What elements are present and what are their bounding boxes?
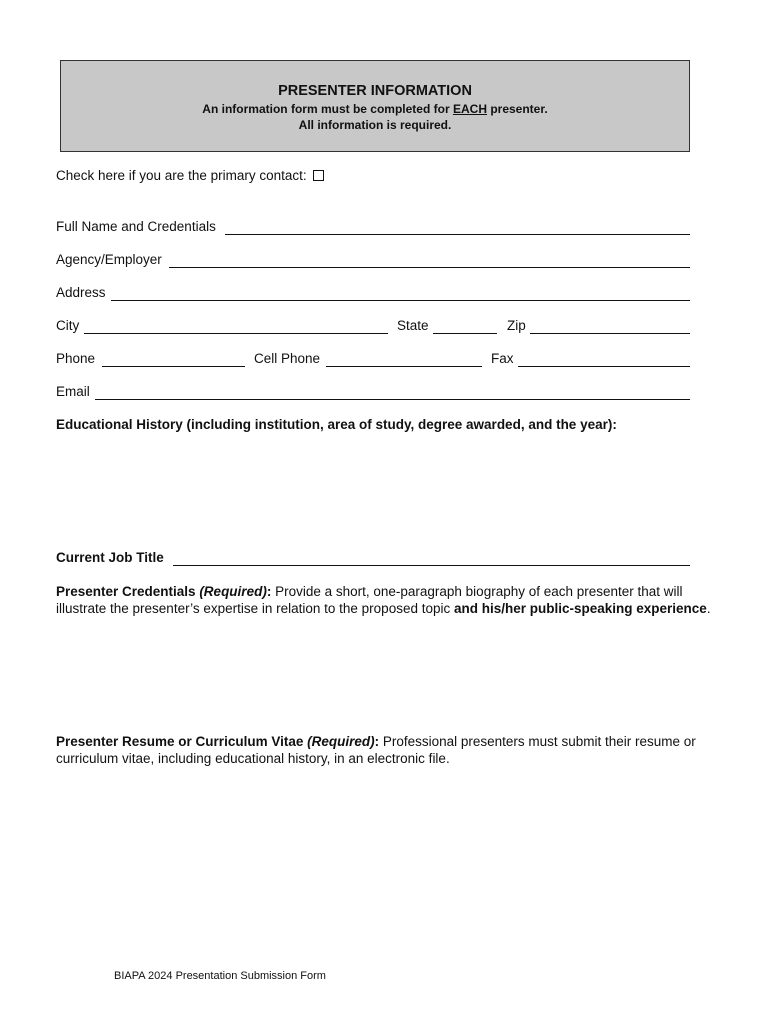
resume-paragraph	[56, 733, 736, 767]
resume-label: Presenter Resume or Curriculum Vitae	[56, 734, 308, 749]
credentials-bold-tail: and his/her public-speaking experience	[453, 601, 707, 616]
fax-field[interactable]	[518, 366, 690, 367]
full-name-field[interactable]	[225, 234, 690, 235]
primary-contact-checkbox[interactable]	[313, 170, 324, 181]
credentials-label: Presenter Credentials	[56, 584, 200, 599]
address-label: Address	[56, 285, 106, 300]
credentials-colon: :	[266, 584, 272, 599]
phone-field[interactable]	[102, 366, 245, 367]
address-field[interactable]	[111, 300, 690, 301]
education-answer-area[interactable]	[56, 440, 736, 540]
full-name-label: Full Name and Credentials	[56, 219, 216, 234]
credentials-end: .	[706, 601, 711, 616]
education-label: Educational History (including institution, area of study, degree awarded, and the year):	[56, 417, 617, 432]
job-title-label: Current Job Title	[56, 550, 164, 565]
resume-required: (Required)	[307, 734, 375, 749]
fax-label: Fax	[491, 351, 514, 366]
credentials-text: Provide a short, one-paragraph biography of each presenter that will illustrate the presenter’s expertise in relation to the proposed topic	[56, 584, 683, 616]
email-label: Email	[56, 384, 90, 399]
header-box	[60, 60, 690, 152]
zip-field[interactable]	[530, 333, 690, 334]
city-label: City	[56, 318, 80, 333]
header-instruction-emphasis: EACH	[452, 102, 487, 116]
primary-contact-label: Check here if you are the primary contact:	[56, 168, 307, 183]
zip-label: Zip	[507, 318, 526, 333]
header-instruction	[61, 102, 689, 116]
footer-text: BIAPA 2024 Presentation Submission Form	[114, 970, 326, 982]
resume-text: Professional presenters must submit their resume or curriculum vitae, including educational history, in an electronic file.	[56, 734, 696, 766]
state-field[interactable]	[433, 333, 497, 334]
form-title: PRESENTER INFORMATION	[278, 83, 472, 99]
agency-field[interactable]	[169, 267, 690, 268]
state-label: State	[397, 318, 429, 333]
email-field[interactable]	[95, 399, 690, 400]
cell-phone-label: Cell Phone	[254, 351, 321, 366]
city-field[interactable]	[84, 333, 388, 334]
phone-label: Phone	[56, 351, 96, 366]
credentials-answer-area[interactable]	[56, 625, 736, 725]
resume-colon: :	[374, 734, 380, 749]
credentials-paragraph	[56, 583, 736, 617]
header-instruction-post: presenter.	[487, 102, 548, 116]
agency-label: Agency/Employer	[56, 252, 162, 267]
header-requirement: All information is required.	[298, 118, 452, 132]
job-title-field[interactable]	[173, 565, 690, 566]
primary-contact-row	[56, 168, 324, 188]
cell-phone-field[interactable]	[326, 366, 482, 367]
header-instruction-pre: An information form must be completed for	[202, 102, 453, 116]
credentials-required: (Required)	[199, 584, 267, 599]
